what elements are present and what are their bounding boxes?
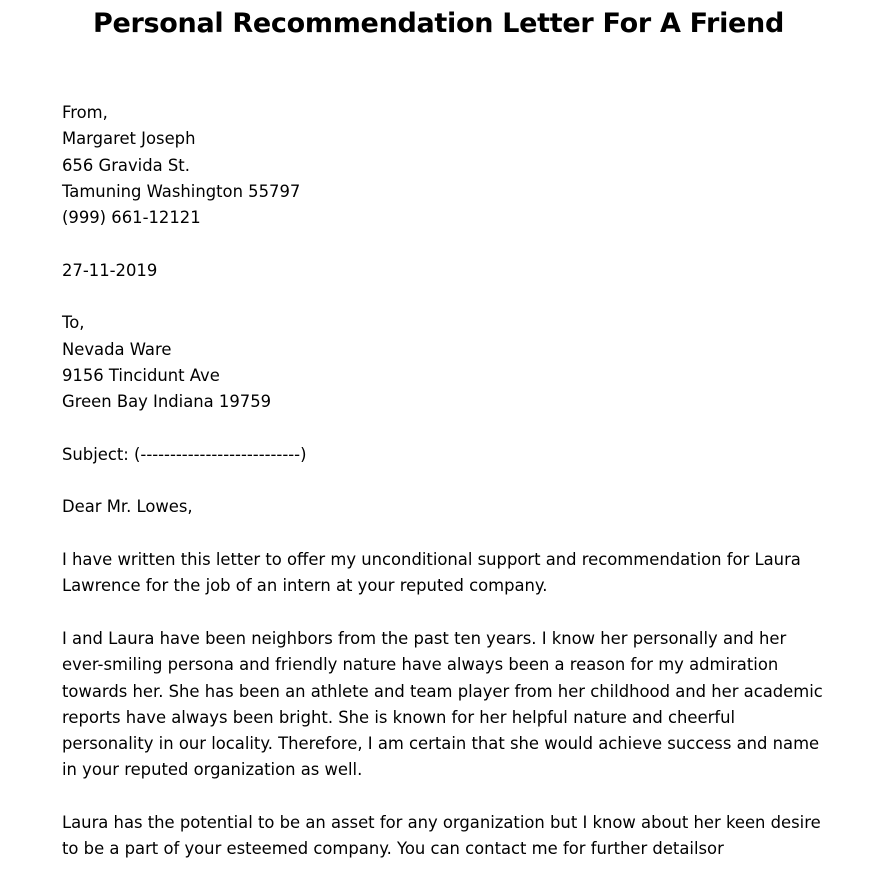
sender-block [62,100,832,231]
sender-name: Margaret Joseph [62,129,196,149]
sender-street: 656 Gravida St. [62,155,190,175]
recipient-name: Nevada Ware [62,339,172,359]
letter-date: 27-11-2019 [62,260,158,280]
sender-label: From, [62,103,108,122]
salutation: Dear Mr. Lowes, [62,497,193,517]
paragraph-line: Laura has the potential to be an asset for any organization but I know about her keen desire [62,813,821,833]
letter-body [62,100,832,863]
sender-city: Tamuning Washington 55797 [62,181,301,201]
paragraph-line: reports have always been bright. She is known for her helpful nature and cheerful [62,707,736,727]
recipient-block [62,310,832,415]
recipient-city: Green Bay Indiana 19759 [62,392,272,412]
paragraph-line: I have written this letter to offer my unconditional support and recommendation for Laura [62,550,801,570]
sender-phone: (999) 661-12121 [62,208,201,228]
paragraph-line: Lawrence for the job of an intern at your reputed company. [62,576,548,596]
paragraph-3 [62,810,832,863]
paragraph-line: in your reputed organization as well. [62,760,363,780]
paragraph-line: towards her. She has been an athlete and team player from her childhood and her academic [62,681,823,701]
paragraph-line: ever-smiling persona and friendly nature have always been a reason for my admiration [62,655,779,675]
paragraph-1 [62,547,832,600]
paragraph-line: personality in our locality. Therefore, I am certain that she would achieve success and name [62,734,820,754]
paragraph-line: I and Laura have been neighbors from the past ten years. I know her personally and her [62,628,787,648]
subject-line: Subject: (---------------------------) [62,444,307,464]
paragraph-line: to be a part of your esteemed company. You can contact me for further detailsor [62,839,724,859]
recipient-street: 9156 Tincidunt Ave [62,365,220,385]
page-title: Personal Recommendation Letter For A Friend [93,8,784,39]
recipient-label: To, [62,313,85,333]
paragraph-2 [62,626,832,784]
